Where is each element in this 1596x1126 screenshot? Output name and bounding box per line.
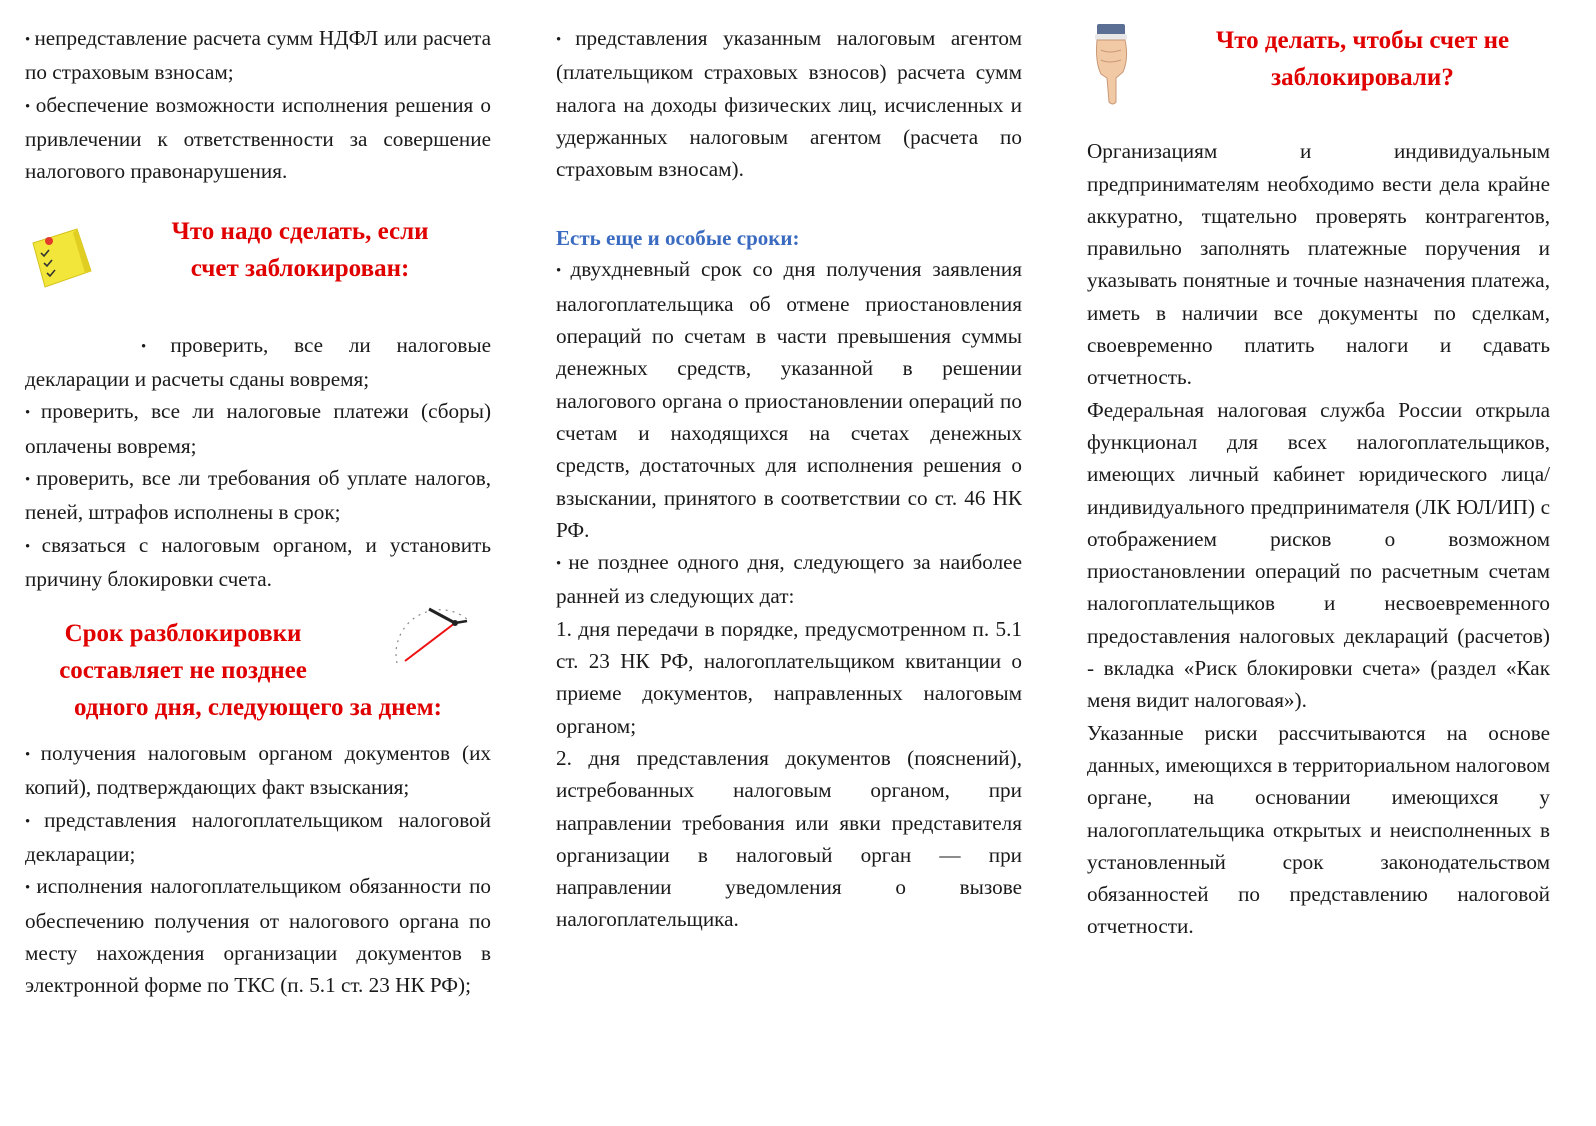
list-item: • проверить, все ли налоговые платежи (сборы) оплачены вовремя;	[25, 395, 491, 462]
list-item: • исполнения налогоплательщиком обязанности по обеспечению получения от налогового органа по месту нахождения организации документов в электронной форме по ТКС (п. 5.1 ст. 23 НК РФ);	[25, 870, 491, 1001]
unblock-heading-block	[25, 615, 491, 721]
list-item: • не позднее одного дня, следующего за наиболее ранней из следующих дат:	[556, 546, 1022, 613]
unblock-heading: составляет не позднее	[59, 657, 307, 685]
list-item: • непредставление расчета сумм НДФЛ или расчета по страховым взносам;	[25, 22, 491, 89]
numbered-item: 1. дня передачи в порядке, предусмотренном п. 5.1 ст. 23 НК РФ, налогоплательщиком квитанции о приеме документов, направленных налоговым органом;	[556, 616, 1022, 738]
list-item: • представления налогоплательщиком налоговой декларации;	[25, 804, 491, 871]
numbered-item: 2. дня представления документов (пояснений), истребованных налоговым органом, при направлении требования или явки представителя организации в налоговый орган — при направлении уведомления о вызове налогоплательщика.	[556, 745, 1022, 932]
list-item: • обеспечение возможности исполнения решения о привлечении к ответственности за совершение налогового правонарушения.	[25, 89, 491, 188]
special-deadlines-heading: Есть еще и особые сроки:	[556, 226, 800, 251]
paragraph: Организациям и индивидуальным предпринимателям необходимо вести дела крайне аккуратно, тщательно проверять контрагентов, правильно заполнять платежные поручения и указывать понятные и точные назначения платежа, иметь в наличии все документы по сделкам, своевременно платить налоги и сдавать отчетность.	[1087, 139, 1550, 390]
column-left	[25, 22, 491, 1002]
blocked-heading: Что надо сделать, если	[171, 218, 429, 246]
sticky-note-icon	[25, 213, 121, 302]
list-item: • проверить, все ли налоговые декларации и расчеты сданы вовремя;	[25, 329, 491, 396]
prevention-heading: Что делать, чтобы счет не	[1215, 27, 1510, 54]
pointing-hand-icon	[1087, 22, 1175, 115]
list-item: • представления указанным налоговым агентом (плательщиком страховых взносов) расчета сумм налога на доходы физических лиц, исчисленных и удержанных налоговым агентом (расчета по страховым взносам).	[556, 22, 1022, 185]
prevention-heading-row	[1087, 22, 1550, 115]
list-item: • проверить, все ли требования об уплате налогов, пеней, штрафов исполнены в срок;	[25, 462, 491, 529]
list-item: • связаться с налоговым органом, и установить причину блокировки счета.	[25, 529, 491, 596]
list-item: • получения налоговым органом документов (их копий), подтверждающих факт взыскания;	[25, 737, 491, 804]
blocked-heading: счет заблокирован:	[190, 255, 410, 283]
prevention-heading: заблокировали?	[1271, 64, 1454, 91]
unblock-heading: Срок разблокировки	[64, 620, 302, 648]
blocked-heading-row	[25, 213, 491, 302]
list-item: • двухдневный срок со дня получения заявления налогоплательщика об отмене приостановления операций по счетам в части превышения суммы денежных средств, указанной в решении налогового органа о приостановлении операций по счетам и находящихся на счетах денежных средств, достаточных для исполнения решения о взыскании, принятого в соответствии со ст. 46 НК РФ.	[556, 253, 1022, 546]
clock-hands-icon	[377, 605, 473, 676]
unblock-heading: одного дня, следующего за днем:	[73, 694, 442, 722]
paragraph: Указанные риски рассчитываются на основе данных, имеющихся в территориальном налоговом органе, на основании имеющихся у налогоплательщика открытых и неисполненных в установленный срок законодательством обязанностей по представлению налоговой отчетности.	[1087, 720, 1550, 939]
column-middle	[556, 22, 1022, 936]
column-right	[1087, 22, 1550, 943]
paragraph: Федеральная налоговая служба России открыла функционал для всех налогоплательщиков, имеющих личный кабинет юридического лица/индивидуального предпринимателя (ЛК ЮЛ/ИП) с отображением рисков о возможном приостановлении операций по расчетным счетам налогоплательщиков и несвоевременного предоставления налоговых деклараций (расчетов) - вкладка «Риск блокировки счета» (раздел «Как меня видит налоговая»).	[1087, 397, 1550, 713]
